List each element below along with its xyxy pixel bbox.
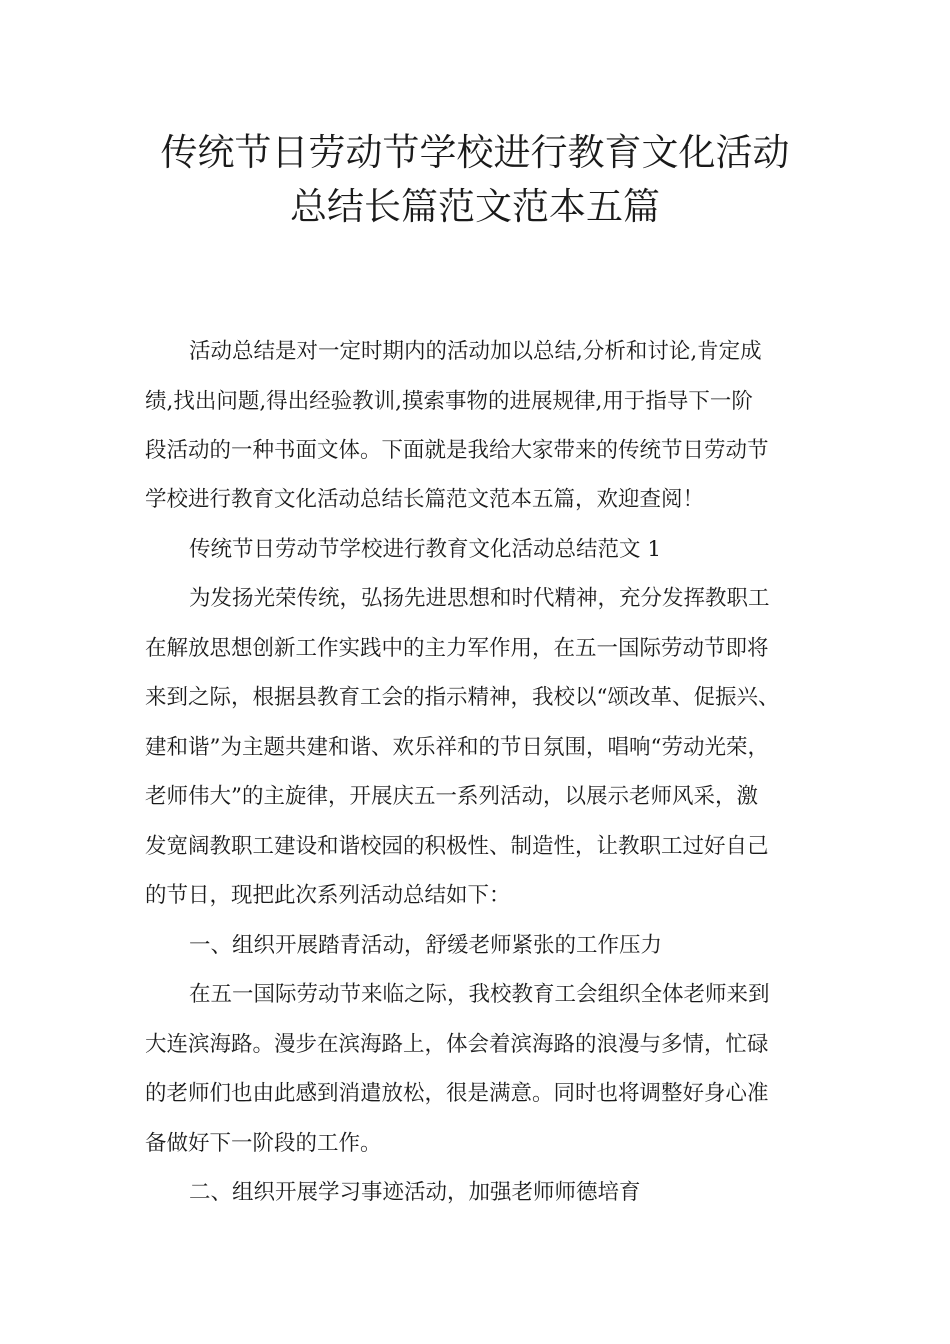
body-line-7: 的节日，现把此次系列活动总结如下：: [145, 883, 511, 908]
body-line-1: 为发扬光荣传统，弘扬先进思想和时代精神，充分发挥教职工: [189, 586, 770, 611]
body-line-6: 发宽阔教职工建设和谐校园的积极性、制造性，让教职工过好自己: [145, 834, 769, 859]
subheading-2: 二、组织开展学习事迹活动，加强老师师德培育: [189, 1180, 641, 1205]
intro-line-2: 绩,找出问题,得出经验教训,摸索事物的进展规律,用于指导下一阶: [145, 389, 753, 414]
body-line-4: 建和谐”为主题共建和谐、欢乐祥和的节日氛围，唱响“劳动光荣，: [145, 735, 769, 760]
intro-line-3: 段活动的一种书面文体。下面就是我给大家带来的传统节日劳动节: [145, 438, 769, 463]
section-heading-sample-1: 传统节日劳动节学校进行教育文化活动总结范文 1: [189, 537, 662, 562]
document-title-line-1: 传统节日劳动节学校进行教育文化活动: [160, 131, 790, 174]
body-line-10: 的老师们也由此感到消遣放松，很是满意。同时也将调整好身心准: [145, 1081, 769, 1106]
body-line-11: 备做好下一阶段的工作。: [145, 1131, 382, 1156]
body-line-3: 来到之际，根据县教育工会的指示精神，我校以“颂改革、促振兴、: [145, 685, 780, 710]
body-line-8: 在五一国际劳动节来临之际，我校教育工会组织全体老师来到: [189, 982, 770, 1007]
intro-line-1: 活动总结是对一定时期内的活动加以总结,分析和讨论,肯定成: [189, 339, 762, 364]
body-line-5: 老师伟大”的主旋律，开展庆五一系列活动，以展示老师风采，激: [145, 784, 758, 809]
subheading-1: 一、组织开展踏青活动，舒缓老师紧张的工作压力: [189, 933, 663, 958]
body-line-9: 大连滨海路。漫步在滨海路上，体会着滨海路的浪漫与多情，忙碌: [145, 1032, 769, 1057]
intro-line-4: 学校进行教育文化活动总结长篇范文范本五篇，欢迎查阅！: [145, 487, 705, 512]
body-line-2: 在解放思想创新工作实践中的主力军作用，在五一国际劳动节即将: [145, 636, 769, 661]
document-title-line-2: 总结长篇范文范本五篇: [290, 185, 660, 228]
